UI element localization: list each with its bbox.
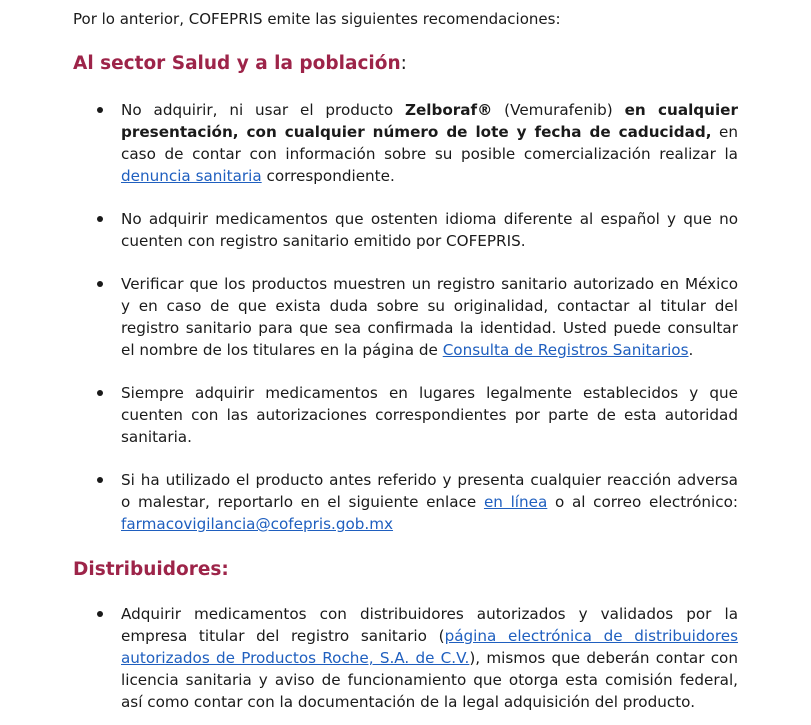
text-segment: en caso de contar con información sobre su posible comercialización realizar la: [121, 123, 738, 163]
text-segment: Verificar que los productos muestren un registro sanitario autorizado en México y en caso de que exista duda sobre su originalidad, contactar al titular del registro sanitario para que sea confirmada la identidad. Usted puede consultar el nombre de los titulares en la página de: [121, 275, 738, 359]
product-name: Zelboraf®: [404, 101, 493, 119]
recommendation-text-3: [121, 273, 738, 361]
text-segment: Siempre adquirir medicamentos en lugares legalmente establecidos y que cuenten con las autorizaciones correspondientes por parte de esta autoridad sanitaria.: [121, 384, 738, 446]
text-segment: ), mismos que deberán contar con licencia sanitaria y aviso de funcionamiento que otorga esta comisión federal, así como contar con la documentación de la legal adquisición del producto.: [121, 649, 738, 711]
text-segment: (Vemurafenib): [492, 101, 625, 119]
recommendation-text-2: [121, 208, 738, 252]
text-segment: No adquirir medicamentos que ostenten idioma diferente al español y que no cuenten con registro sanitario emitido por COFEPRIS.: [121, 210, 738, 250]
text-segment: .: [688, 341, 694, 359]
emphasis-text: en cualquier presentación, con cualquier número de lote y fecha de caducidad,: [121, 101, 738, 141]
recommendation-text-4: [121, 382, 738, 448]
intro-text: Por lo anterior, COFEPRIS emite las siguientes recomendaciones:: [73, 10, 561, 28]
bullet-icon: [97, 390, 103, 396]
denuncia-sanitaria-link[interactable]: denuncia sanitaria: [121, 167, 262, 185]
text-segment: Adquirir medicamentos con distribuidores autorizados y validados por la empresa titular del registro sanitario (: [121, 605, 738, 645]
text-segment: Si ha utilizado el producto antes referido y presenta cualquier reacción adversa o malestar, reportarlo en el siguiente enlace: [121, 471, 738, 511]
distributor-text-1: [121, 603, 738, 713]
section-heading-label: Al sector Salud y a la población: [73, 53, 401, 74]
distribuidores-autorizados-link[interactable]: página electrónica de distribuidores autorizados de Productos Roche, S.A. de C.V.: [121, 627, 739, 667]
section-heading-sector-salud: [73, 52, 407, 76]
bullet-icon: [97, 477, 103, 483]
text-segment: correspondiente.: [261, 167, 395, 185]
bullet-icon: [97, 611, 103, 617]
bullet-icon: [97, 107, 103, 113]
bullet-icon: [97, 216, 103, 222]
text-segment: No adquirir, ni usar el producto: [121, 101, 405, 119]
section-heading-distribuidores: Distribuidores:: [73, 559, 229, 580]
email-link[interactable]: farmacovigilancia@cofepris.gob.mx: [121, 515, 394, 533]
recommendation-text-5: [121, 469, 738, 535]
text-segment: o al correo electrónico:: [547, 493, 738, 511]
section-heading-colon: :: [400, 53, 407, 74]
consulta-registros-sanitarios-link[interactable]: Consulta de Registros Sanitarios: [442, 341, 689, 359]
bullet-icon: [97, 281, 103, 287]
recommendation-text-1: [121, 99, 738, 187]
en-linea-link[interactable]: en línea: [483, 493, 548, 511]
